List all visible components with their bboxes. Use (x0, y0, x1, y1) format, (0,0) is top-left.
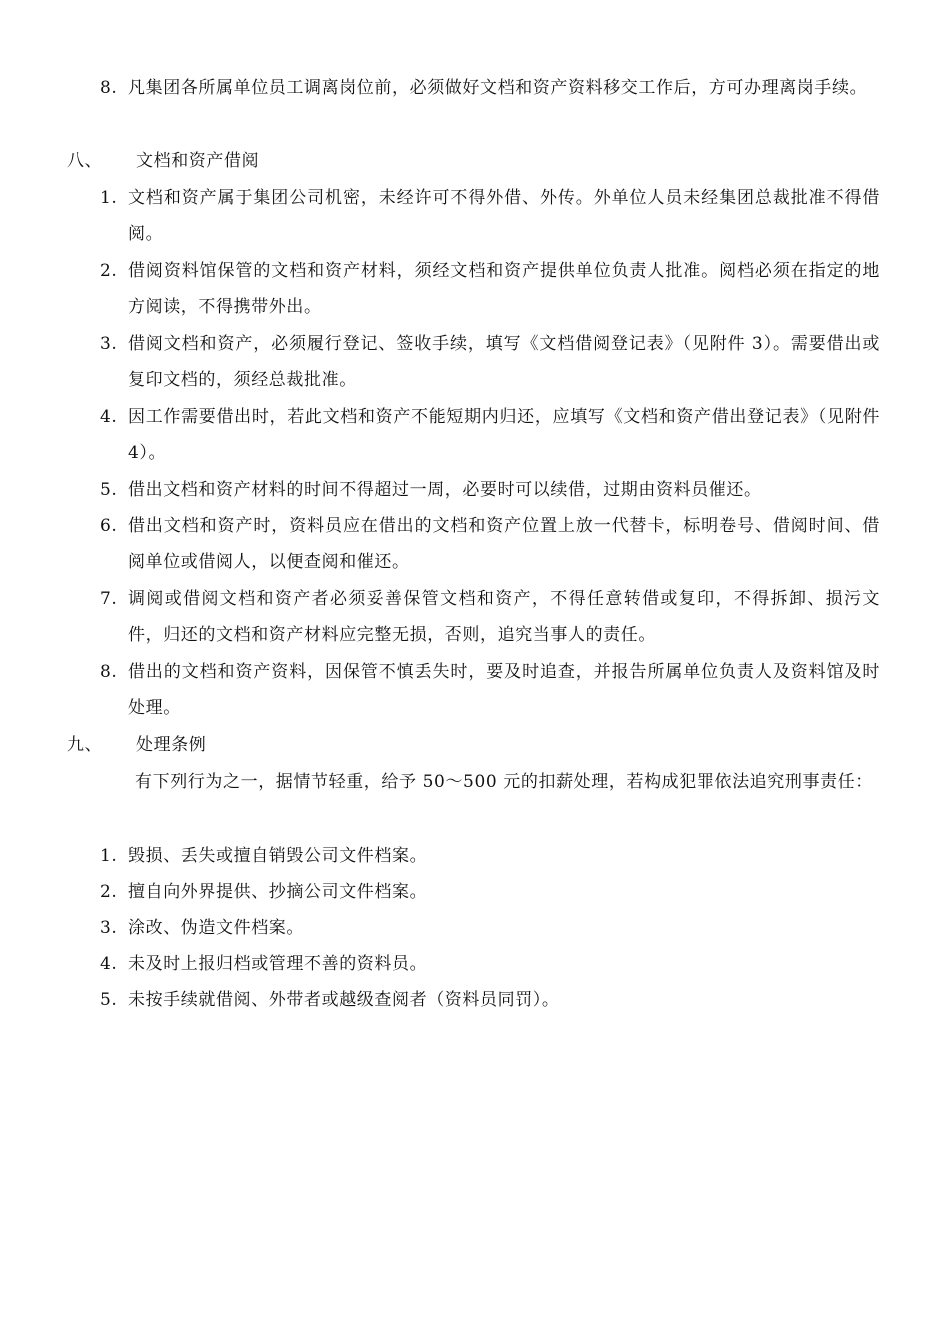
list-item (0, 654, 880, 726)
list-item-text: 未按手续就借阅、外带者或越级查阅者（资料员同罚）。 (128, 990, 560, 1010)
list-item-number: 8. (100, 662, 118, 682)
list-item-text: 未及时上报归档或管理不善的资料员。 (128, 954, 428, 974)
section-title: 处理条例 (136, 735, 207, 755)
list-item (0, 581, 880, 653)
list-item-number: 3. (100, 334, 118, 354)
list-item-text: 涂改、伪造文件档案。 (128, 918, 304, 938)
list-item (0, 874, 880, 910)
section-heading (0, 727, 206, 763)
list-item-text: 借出的文档和资产资料，因保管不慎丢失时，要及时追查，并报告所属单位负责人及资料馆及时处理。 (128, 662, 880, 718)
list-item-number: 8. (100, 78, 118, 98)
list-item-text: 文档和资产属于集团公司机密，未经许可不得外借、外传。外单位人员未经集团总裁批准不得借阅。 (128, 188, 880, 244)
list-item-text: 借阅文档和资产，必须履行登记、签收手续，填写《文档借阅登记表》（见附件 3）。需要借出或复印文档的，须经总裁批准。 (128, 334, 880, 390)
list-item-number: 4. (100, 407, 118, 427)
section-heading (0, 143, 259, 179)
list-item-number: 3. (100, 918, 118, 938)
list-item-number: 5. (100, 480, 118, 500)
list-item (0, 326, 880, 398)
list-item-number: 6. (100, 516, 118, 536)
list-item (0, 399, 880, 471)
list-item (0, 70, 880, 106)
list-item-text: 调阅或借阅文档和资产者必须妥善保管文档和资产，不得任意转借或复印，不得拆卸、损污文件，归还的文档和资产材料应完整无损，否则，追究当事人的责任。 (128, 589, 880, 645)
section-number: 八、 (67, 151, 103, 171)
list-item-text: 借出文档和资产材料的时间不得超过一周，必要时可以续借，过期由资料员催还。 (128, 480, 762, 500)
list-item (0, 253, 880, 325)
list-item (0, 180, 880, 252)
list-item-text: 擅自向外界提供、抄摘公司文件档案。 (128, 882, 428, 902)
list-item (0, 838, 880, 874)
list-item-text: 借阅资料馆保管的文档和资产材料，须经文档和资产提供单位负责人批准。阅档必须在指定的地方阅读，不得携带外出。 (128, 261, 880, 317)
section-number: 九、 (67, 735, 103, 755)
list-item (0, 472, 880, 508)
list-item-number: 1. (100, 846, 118, 866)
section-title: 文档和资产借阅 (136, 151, 260, 171)
list-item (0, 946, 880, 982)
list-item-text: 毁损、丢失或擅自销毁公司文件档案。 (128, 846, 428, 866)
list-item (0, 508, 880, 580)
list-item-text: 借出文档和资产时，资料员应在借出的文档和资产位置上放一代替卡，标明卷号、借阅时间、借阅单位或借阅人，以便查阅和催还。 (128, 516, 880, 572)
list-item (0, 910, 880, 946)
list-item-text: 凡集团各所属单位员工调离岗位前，必须做好文档和资产资料移交工作后，方可办理离岗手续。 (128, 78, 868, 98)
list-item-number: 2. (100, 882, 118, 902)
list-item (0, 982, 880, 1018)
list-item-number: 7. (100, 589, 118, 609)
list-item-number: 5. (100, 990, 118, 1010)
list-item-number: 1. (100, 188, 118, 208)
list-item-text: 因工作需要借出时，若此文档和资产不能短期内归还，应填写《文档和资产借出登记表》（见附件 4）。 (128, 407, 880, 463)
list-item-number: 4. (100, 954, 118, 974)
list-item-number: 2. (100, 261, 118, 281)
section-intro-paragraph: 有下列行为之一，据情节轻重，给予 50～500 元的扣薪处理，若构成犯罪依法追究刑事责任： (135, 772, 873, 792)
